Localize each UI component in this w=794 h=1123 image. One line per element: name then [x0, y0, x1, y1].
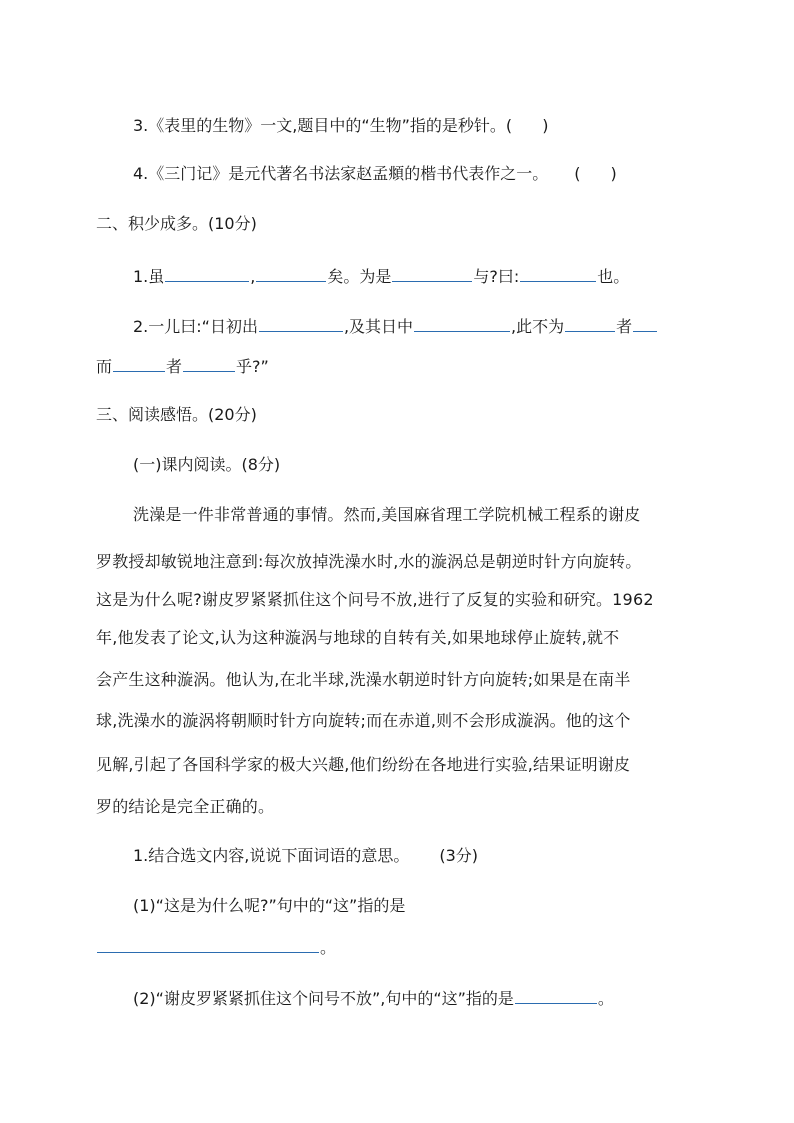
fill-blank[interactable]	[183, 353, 235, 372]
fill-blank[interactable]	[520, 263, 596, 282]
reading-question-1-1: (1)“这是为什么呢?”句中的“这”指的是	[133, 896, 406, 915]
passage-line: 罗教授却敏锐地注意到:每次放掉洗澡水时,水的漩涡总是朝逆时针方向旋转。	[96, 552, 642, 571]
reading-question-1: 1.结合选文内容,说说下面词语的意思。 (3分)	[133, 846, 479, 865]
score-label: (3分)	[439, 846, 479, 865]
judge-question-3: 3.《表里的生物》一文,题目中的“生物”指的是秒针。( )	[133, 116, 549, 135]
passage-line: 年,他发表了论文,认为这种漩涡与地球的自转有关,如果地球停止旋转,就不	[96, 628, 620, 647]
fill-blank[interactable]	[633, 313, 657, 332]
fill-question-1: 1.虽 , 矣。为是 与?曰: 也。	[133, 263, 629, 289]
fill-question-2: 2.一儿曰:“日初出 ,及其日中 ,此不为 者	[133, 313, 658, 339]
fill-blank[interactable]	[165, 263, 249, 282]
fill-blank[interactable]	[565, 313, 615, 332]
section-3-heading: 三、阅读感悟。(20分)	[96, 405, 257, 424]
passage-line: 会产生这种漩涡。他认为,在北半球,洗澡水朝逆时针方向旋转;如果是在南半	[96, 670, 631, 689]
passage-line: 罗的结论是完全正确的。	[96, 797, 275, 816]
judge-question-4: 4.《三门记》是元代著名书法家赵孟頫的楷书代表作之一。 ( )	[133, 164, 617, 183]
reading-question-1-2: (2)“谢皮罗紧紧抓住这个问号不放”,句中的“这”指的是 。	[133, 985, 614, 1011]
fill-blank[interactable]	[392, 263, 472, 282]
fill-blank[interactable]	[113, 353, 165, 372]
answer-blank[interactable]	[97, 934, 319, 953]
section-2-heading: 二、积少成多。(10分)	[96, 214, 257, 233]
reading-answer-1-1: 。	[96, 934, 336, 960]
fill-blank[interactable]	[256, 263, 326, 282]
passage-line: 这是为什么呢?谢皮罗紧紧抓住这个问号不放,进行了反复的实验和研究。1962	[96, 590, 654, 609]
subsection-heading: (一)课内阅读。(8分)	[133, 455, 281, 474]
fill-question-2-cont: 而 者 乎?”	[96, 353, 269, 379]
passage-line: 见解,引起了各国科学家的极大兴趣,他们纷纷在各地进行实验,结果证明谢皮	[96, 755, 631, 774]
answer-blank[interactable]	[515, 985, 597, 1004]
fill-blank[interactable]	[414, 313, 510, 332]
fill-blank[interactable]	[259, 313, 343, 332]
passage-line: 洗澡是一件非常普通的事情。然而,美国麻省理工学院机械工程系的谢皮	[133, 505, 641, 524]
passage-line: 球,洗澡水的漩涡将朝顺时针方向旋转;而在赤道,则不会形成漩涡。他的这个	[96, 711, 631, 730]
